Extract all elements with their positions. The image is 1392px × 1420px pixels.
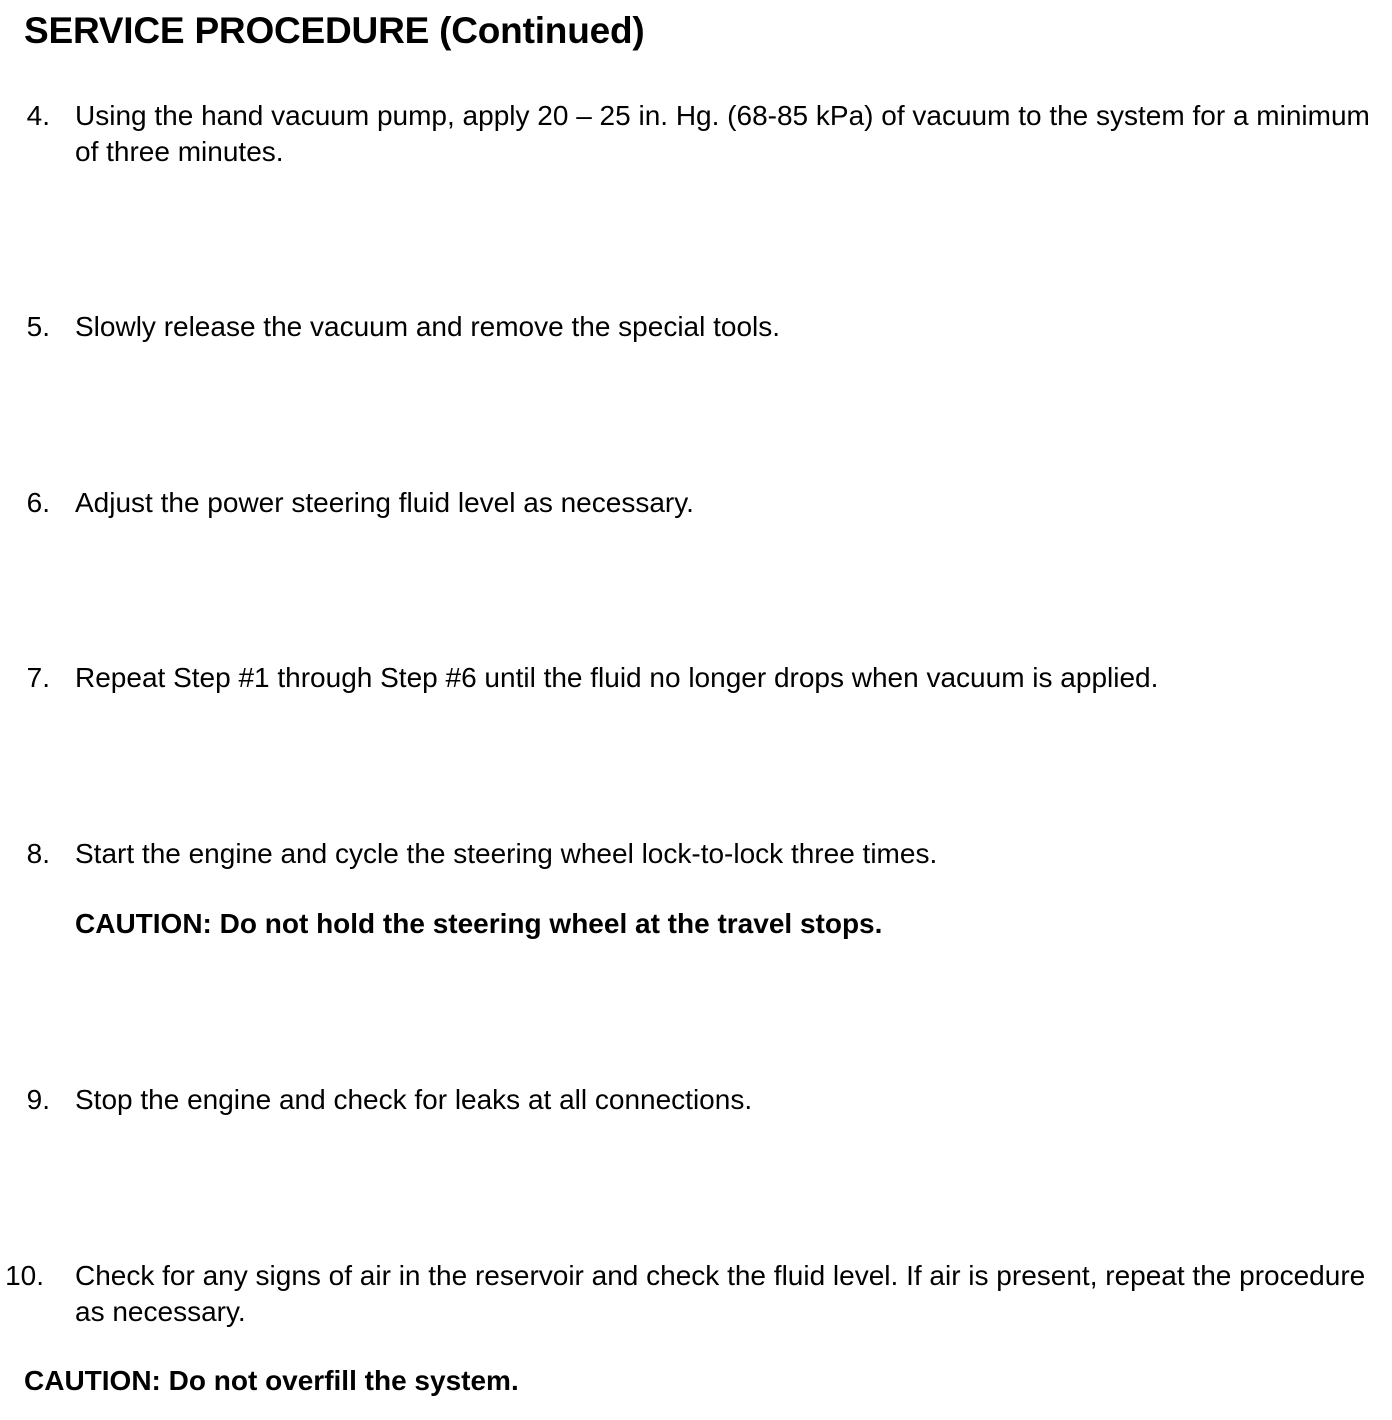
step-text: Start the engine and cycle the steering wheel lock-to-lock three times. bbox=[75, 838, 938, 869]
step-text: Check for any signs of air in the reservoir and check the fluid level. If air is present, repeat the procedure as necessary. bbox=[75, 1260, 1366, 1327]
step-text: Stop the engine and check for leaks at all connections. bbox=[75, 1084, 753, 1115]
step-number: 4. bbox=[26, 100, 50, 131]
step-number: 7. bbox=[26, 662, 50, 693]
step-text: Repeat Step #1 through Step #6 until the fluid no longer drops when vacuum is applied. bbox=[75, 662, 1159, 693]
step-number: 6. bbox=[26, 487, 50, 518]
step-number: 8. bbox=[26, 838, 50, 869]
step-text: Using the hand vacuum pump, apply 20 – 25 in. Hg. (68-85 kPa) of vacuum to the system for a minimum of three minutes. bbox=[75, 100, 1370, 167]
step-8-caution: CAUTION: Do not hold the steering wheel at the travel stops. bbox=[75, 908, 883, 939]
page-title: SERVICE PROCEDURE (Continued) bbox=[24, 10, 645, 51]
step-text: Slowly release the vacuum and remove the special tools. bbox=[75, 311, 781, 342]
step-number: 9. bbox=[26, 1084, 50, 1115]
step-number: 10. bbox=[5, 1260, 44, 1291]
step-text: Adjust the power steering fluid level as necessary. bbox=[75, 487, 694, 518]
final-caution: CAUTION: Do not overfill the system. bbox=[24, 1365, 519, 1396]
step-number: 5. bbox=[26, 311, 50, 342]
